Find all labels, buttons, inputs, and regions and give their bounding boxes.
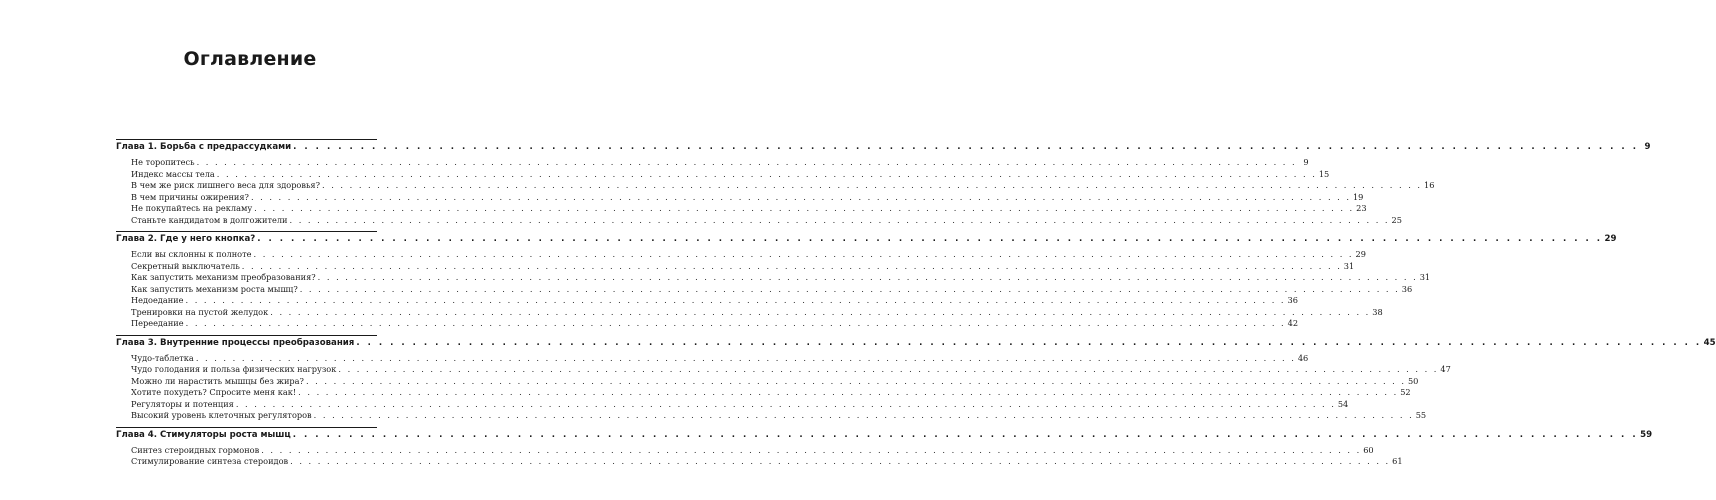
entry-page-number: 54 [1337, 398, 1349, 409]
toc-entry [116, 191, 1364, 204]
entry-title: Секретный выключатель [131, 260, 240, 271]
dot-leader: . . . . . . . . . . . . . . . . . . . . . . . . . . . . . . . . . . . . . . . . . . . . . . . . . . . . . . . . . . . . . . . . . . . . . . . . . . . . . . . . . . . . . . . . . . . . . . . . . . . . . . . . . . . . . . . . . . . . . . . . [235, 398, 1336, 409]
chapter-heading [116, 335, 1716, 353]
entry-title: Регуляторы и потенция [131, 398, 234, 409]
toc-entry [116, 375, 1419, 388]
page-title: Оглавление [183, 48, 317, 70]
dot-leader: . . . . . . . . . . . . . . . . . . . . . . . . . . . . . . . . . . . . . . . . . . . . . . . . . . . . . . . . . . . . . . . . . . . . . . . . . . . . . . . . . . . . . . . . . . . . . . . . . . . . . . . . . . . . . . . . . . . . . . . . [270, 306, 1371, 317]
toc-entry [116, 214, 1402, 227]
dot-leader: . . . . . . . . . . . . . . . . . . . . . . . . . . . . . . . . . . . . . . . . . . . . . . . . . . . . . . . . . . . . . . . . . . . . . . . . . . . . . . . . . . . . . . . . . . . . . . . . . . . . . . . . . . . . . . . . . . . . . . . . [196, 157, 1297, 167]
entry-page-number: 52 [1400, 387, 1411, 397]
entry-title: Индекс массы тела [131, 168, 215, 179]
entry-page-number: 31 [1419, 272, 1431, 282]
entry-title: Синтез стероидных гормонов [131, 444, 260, 455]
dot-leader: . . . . . . . . . . . . . . . . . . . . . . . . . . . . . . . . . . . . . . . . . . . . . . . . . . . . . . . . . . . . . . . . . . . . . . . . . . . . . . . . . . . . . . . . . . . . . . . . . . . . . . . . . . . . . . . . . . . . . . . . [292, 429, 1639, 440]
entry-title: Недоедание [131, 295, 184, 305]
entry-title: Тренировки на пустой желудок [131, 306, 269, 317]
chapter-title: Глава 3. Внутренние процессы преобразования [116, 337, 355, 348]
entry-title: Хотите похудеть? Спросите меня как! [131, 387, 297, 397]
entry-page-number: 46 [1297, 352, 1309, 363]
dot-leader: . . . . . . . . . . . . . . . . . . . . . . . . . . . . . . . . . . . . . . . . . . . . . . . . . . . . . . . . . . . . . . . . . . . . . . . . . . . . . . . . . . . . . . . . . . . . . . . . . . . . . . . . . . . . . . . . . . . . . . . . [195, 352, 1296, 363]
dot-leader: . . . . . . . . . . . . . . . . . . . . . . . . . . . . . . . . . . . . . . . . . . . . . . . . . . . . . . . . . . . . . . . . . . . . . . . . . . . . . . . . . . . . . . . . . . . . . . . . . . . . . . . . . . . . . . . . . . . . . . . . [250, 191, 1351, 202]
dot-leader: . . . . . . . . . . . . . . . . . . . . . . . . . . . . . . . . . . . . . . . . . . . . . . . . . . . . . . . . . . . . . . . . . . . . . . . . . . . . . . . . . . . . . . . . . . . . . . . . . . . . . . . . . . . . . . . . . . . . . . . . [254, 203, 1355, 213]
dot-leader: . . . . . . . . . . . . . . . . . . . . . . . . . . . . . . . . . . . . . . . . . . . . . . . . . . . . . . . . . . . . . . . . . . . . . . . . . . . . . . . . . . . . . . . . . . . . . . . . . . . . . . . . . . . . . . . . . . . . . . . . [290, 456, 1391, 466]
dot-leader: . . . . . . . . . . . . . . . . . . . . . . . . . . . . . . . . . . . . . . . . . . . . . . . . . . . . . . . . . . . . . . . . . . . . . . . . . . . . . . . . . . . . . . . . . . . . . . . . . . . . . . . . . . . . . . . . . . . . . . . . [185, 295, 1286, 305]
entry-page-number: 36 [1401, 283, 1413, 294]
dot-leader: . . . . . . . . . . . . . . . . . . . . . . . . . . . . . . . . . . . . . . . . . . . . . . . . . . . . . . . . . . . . . . . . . . . . . . . . . . . . . . . . . . . . . . . . . . . . . . . . . . . . . . . . . . . . . . . . . . . . . . . . [257, 234, 1603, 244]
entry-page-number: 25 [1391, 214, 1402, 225]
table-of-contents [116, 139, 1716, 473]
entry-title: В чем же риск лишнего веса для здоровья? [131, 180, 320, 190]
toc-entry [116, 180, 1435, 192]
chapter-section [116, 231, 1617, 330]
dot-leader: . . . . . . . . . . . . . . . . . . . . . . . . . . . . . . . . . . . . . . . . . . . . . . . . . . . . . . . . . . . . . . . . . . . . . . . . . . . . . . . . . . . . . . . . . . . . . . . . . . . . . . . . . . . . . . . . . . . . . . . . [338, 364, 1439, 374]
chapter-page-number: 59 [1640, 429, 1653, 440]
toc-entry [116, 168, 1330, 181]
chapter-title: Глава 2. Где у него кнопка? [116, 234, 256, 244]
entry-page-number: 29 [1355, 249, 1366, 259]
toc-entry [116, 398, 1349, 411]
toc-entry [116, 352, 1309, 365]
entry-page-number: 36 [1287, 295, 1298, 305]
dot-leader: . . . . . . . . . . . . . . . . . . . . . . . . . . . . . . . . . . . . . . . . . . . . . . . . . . . . . . . . . . . . . . . . . . . . . . . . . . . . . . . . . . . . . . . . . . . . . . . . . . . . . . . . . . . . . . . . . . . . . . . . [185, 318, 1286, 328]
entry-title: Стимулирование синтеза стероидов [131, 456, 289, 466]
entry-title: Не покупайтесь на рекламу [131, 203, 253, 213]
entry-page-number: 38 [1372, 306, 1383, 317]
entry-page-number: 60 [1363, 444, 1374, 455]
entry-page-number: 15 [1318, 168, 1330, 179]
dot-leader: . . . . . . . . . . . . . . . . . . . . . . . . . . . . . . . . . . . . . . . . . . . . . . . . . . . . . . . . . . . . . . . . . . . . . . . . . . . . . . . . . . . . . . . . . . . . . . . . . . . . . . . . . . . . . . . . . . . . . . . . [298, 387, 1399, 397]
dot-leader: . . . . . . . . . . . . . . . . . . . . . . . . . . . . . . . . . . . . . . . . . . . . . . . . . . . . . . . . . . . . . . . . . . . . . . . . . . . . . . . . . . . . . . . . . . . . . . . . . . . . . . . . . . . . . . . . . . . . . . . . [305, 375, 1406, 386]
chapter-heading [116, 231, 1617, 249]
dot-leader: . . . . . . . . . . . . . . . . . . . . . . . . . . . . . . . . . . . . . . . . . . . . . . . . . . . . . . . . . . . . . . . . . . . . . . . . . . . . . . . . . . . . . . . . . . . . . . . . . . . . . . . . . . . . . . . . . . . . . . . . [356, 337, 1702, 348]
entry-title: Как запустить механизм преобразования? [131, 272, 316, 282]
entry-page-number: 55 [1415, 410, 1427, 420]
entry-page-number: 16 [1424, 180, 1435, 190]
dot-leader: . . . . . . . . . . . . . . . . . . . . . . . . . . . . . . . . . . . . . . . . . . . . . . . . . . . . . . . . . . . . . . . . . . . . . . . . . . . . . . . . . . . . . . . . . . . . . . . . . . . . . . . . . . . . . . . . . . . . . . . . [241, 260, 1342, 271]
entry-title: Переедание [131, 318, 184, 328]
entry-page-number: 61 [1392, 456, 1403, 466]
dot-leader: . . . . . . . . . . . . . . . . . . . . . . . . . . . . . . . . . . . . . . . . . . . . . . . . . . . . . . . . . . . . . . . . . . . . . . . . . . . . . . . . . . . . . . . . . . . . . . . . . . . . . . . . . . . . . . . . . . . . . . . . [216, 168, 1317, 179]
entry-title: Если вы склонны к полноте [131, 249, 252, 259]
toc-entry [116, 306, 1383, 319]
entry-title: Чудо-таблетка [131, 352, 194, 363]
toc-entry [116, 249, 1366, 261]
entry-page-number: 50 [1407, 375, 1419, 386]
entry-page-number: 19 [1352, 191, 1364, 202]
dot-leader: . . . . . . . . . . . . . . . . . . . . . . . . . . . . . . . . . . . . . . . . . . . . . . . . . . . . . . . . . . . . . . . . . . . . . . . . . . . . . . . . . . . . . . . . . . . . . . . . . . . . . . . . . . . . . . . . . . . . . . . . [289, 214, 1390, 225]
dot-leader: . . . . . . . . . . . . . . . . . . . . . . . . . . . . . . . . . . . . . . . . . . . . . . . . . . . . . . . . . . . . . . . . . . . . . . . . . . . . . . . . . . . . . . . . . . . . . . . . . . . . . . . . . . . . . . . . . . . . . . . . [261, 444, 1362, 455]
toc-entry [116, 295, 1298, 307]
entry-title: В чем причины ожирения? [131, 191, 249, 202]
toc-entry [116, 364, 1451, 376]
chapter-section [116, 335, 1716, 422]
entry-page-number: 23 [1356, 203, 1367, 213]
chapter-page-number: 45 [1703, 337, 1716, 348]
toc-entry [116, 260, 1355, 273]
chapter-page-number: 29 [1604, 234, 1617, 244]
entry-title: Станьте кандидатом в долгожители [131, 214, 288, 225]
toc-entry [116, 387, 1411, 399]
chapter-heading [116, 427, 1653, 445]
entry-title: Высокий уровень клеточных регуляторов [131, 410, 312, 420]
entry-title: Как запустить механизм роста мышц? [131, 283, 298, 294]
dot-leader: . . . . . . . . . . . . . . . . . . . . . . . . . . . . . . . . . . . . . . . . . . . . . . . . . . . . . . . . . . . . . . . . . . . . . . . . . . . . . . . . . . . . . . . . . . . . . . . . . . . . . . . . . . . . . . . . . . . . . . . . [293, 142, 1639, 152]
chapter-title: Глава 4. Стимуляторы роста мышц [116, 429, 291, 440]
toc-entry [116, 157, 1309, 169]
entry-page-number: 31 [1343, 260, 1355, 271]
toc-entry [116, 410, 1427, 422]
dot-leader: . . . . . . . . . . . . . . . . . . . . . . . . . . . . . . . . . . . . . . . . . . . . . . . . . . . . . . . . . . . . . . . . . . . . . . . . . . . . . . . . . . . . . . . . . . . . . . . . . . . . . . . . . . . . . . . . . . . . . . . . [299, 283, 1400, 294]
chapter-heading [116, 139, 1651, 157]
dot-leader: . . . . . . . . . . . . . . . . . . . . . . . . . . . . . . . . . . . . . . . . . . . . . . . . . . . . . . . . . . . . . . . . . . . . . . . . . . . . . . . . . . . . . . . . . . . . . . . . . . . . . . . . . . . . . . . . . . . . . . . . [313, 410, 1414, 420]
toc-entry [116, 456, 1403, 468]
chapter-section [116, 139, 1651, 226]
toc-entry [116, 272, 1431, 284]
chapter-section [116, 427, 1653, 468]
dot-leader: . . . . . . . . . . . . . . . . . . . . . . . . . . . . . . . . . . . . . . . . . . . . . . . . . . . . . . . . . . . . . . . . . . . . . . . . . . . . . . . . . . . . . . . . . . . . . . . . . . . . . . . . . . . . . . . . . . . . . . . . [322, 180, 1423, 190]
entry-title: Можно ли нарастить мышцы без жира? [131, 375, 304, 386]
toc-entry [116, 444, 1374, 457]
chapter-page-number: 9 [1644, 142, 1651, 152]
entry-page-number: 47 [1440, 364, 1451, 374]
toc-entry [116, 318, 1299, 330]
dot-leader: . . . . . . . . . . . . . . . . . . . . . . . . . . . . . . . . . . . . . . . . . . . . . . . . . . . . . . . . . . . . . . . . . . . . . . . . . . . . . . . . . . . . . . . . . . . . . . . . . . . . . . . . . . . . . . . . . . . . . . . . [317, 272, 1418, 282]
toc-entry [116, 203, 1367, 215]
toc-entry [116, 283, 1413, 296]
dot-leader: . . . . . . . . . . . . . . . . . . . . . . . . . . . . . . . . . . . . . . . . . . . . . . . . . . . . . . . . . . . . . . . . . . . . . . . . . . . . . . . . . . . . . . . . . . . . . . . . . . . . . . . . . . . . . . . . . . . . . . . . [253, 249, 1354, 259]
entry-page-number: 9 [1303, 157, 1309, 167]
entry-title: Не торопитесь [131, 157, 195, 167]
entry-title: Чудо голодания и польза физических нагрузок [131, 364, 337, 374]
chapter-title: Глава 1. Борьба с предрассудками [116, 142, 292, 152]
entry-page-number: 42 [1287, 318, 1299, 328]
